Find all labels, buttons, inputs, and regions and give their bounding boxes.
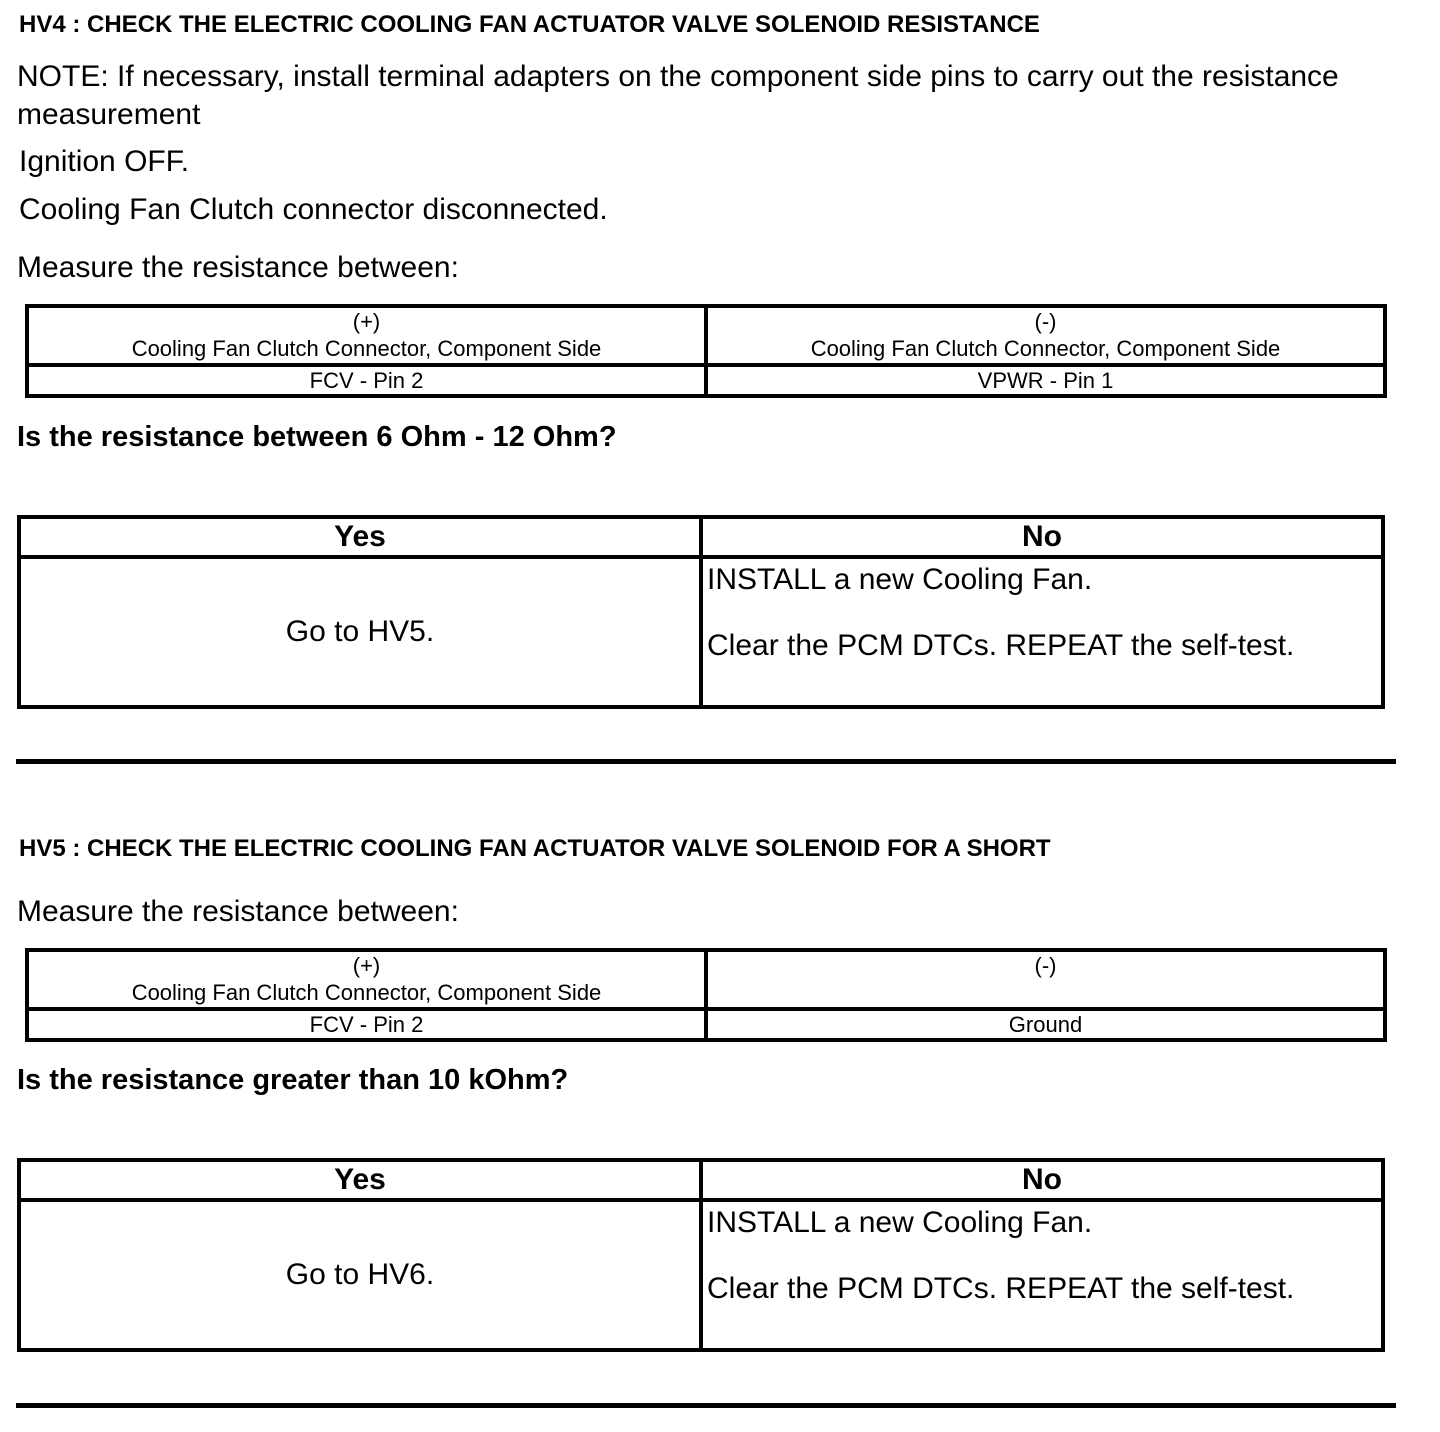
plus-description: Cooling Fan Clutch Connector, Component Side xyxy=(131,336,602,361)
hv5-no-header: No xyxy=(701,1160,1383,1200)
hv5-minus-pin: Ground xyxy=(706,1009,1385,1040)
hv5-yes-action: Go to HV6. xyxy=(19,1200,701,1350)
hv5-no-action xyxy=(701,1200,1383,1350)
hv4-measure-label: Measure the resistance between: xyxy=(17,251,459,284)
hv5-plus-pin: FCV - Pin 2 xyxy=(27,1009,706,1040)
hv5-yes-header: Yes xyxy=(19,1160,701,1200)
hv4-question: Is the resistance between 6 Ohm - 12 Ohm? xyxy=(17,421,617,453)
hv4-meter-table xyxy=(25,304,1387,398)
hv4-no-line1: INSTALL a new Cooling Fan. xyxy=(707,563,1093,596)
plus-description: Cooling Fan Clutch Connector, Component Side xyxy=(131,980,602,1005)
hv5-no-line1: INSTALL a new Cooling Fan. xyxy=(707,1206,1093,1239)
hv5-question: Is the resistance greater than 10 kOhm? xyxy=(17,1064,569,1096)
minus-sign: (-) xyxy=(1034,953,1057,978)
hv5-meter-table xyxy=(25,948,1387,1042)
hv5-title: HV5 : CHECK THE ELECTRIC COOLING FAN ACTUATOR VALVE SOLENOID FOR A SHORT xyxy=(19,835,1051,862)
hv4-no-action xyxy=(701,557,1383,707)
hv4-yes-action: Go to HV5. xyxy=(19,557,701,707)
hv4-yes-header: Yes xyxy=(19,517,701,557)
hv4-step-connector: Cooling Fan Clutch connector disconnected. xyxy=(19,193,608,226)
hv4-step-ignition: Ignition OFF. xyxy=(19,145,190,178)
hv5-plus-header xyxy=(27,950,706,1009)
hv4-minus-header xyxy=(706,306,1385,365)
hv5-no-line2: Clear the PCM DTCs. REPEAT the self-test. xyxy=(707,1272,1295,1305)
hv4-answer-table xyxy=(17,515,1385,709)
hv4-title: HV4 : CHECK THE ELECTRIC COOLING FAN ACTUATOR VALVE SOLENOID RESISTANCE xyxy=(19,11,1040,38)
hv4-plus-pin: FCV - Pin 2 xyxy=(27,365,706,396)
minus-sign: (-) xyxy=(1034,309,1057,334)
section-divider xyxy=(16,759,1396,764)
hv4-no-line2: Clear the PCM DTCs. REPEAT the self-test. xyxy=(707,629,1295,662)
hv5-answer-table xyxy=(17,1158,1385,1352)
hv4-no-header: No xyxy=(701,517,1383,557)
hv5-minus-header xyxy=(706,950,1385,1009)
minus-description: Cooling Fan Clutch Connector, Component Side xyxy=(810,336,1281,361)
hv5-measure-label: Measure the resistance between: xyxy=(17,895,459,928)
section-divider xyxy=(16,1403,1396,1408)
hv4-note: NOTE: If necessary, install terminal adapters on the component side pins to carry out the resistance measurement xyxy=(17,60,1339,131)
plus-sign: (+) xyxy=(352,309,381,334)
plus-sign: (+) xyxy=(352,953,381,978)
hv4-plus-header xyxy=(27,306,706,365)
hv4-minus-pin: VPWR - Pin 1 xyxy=(706,365,1385,396)
